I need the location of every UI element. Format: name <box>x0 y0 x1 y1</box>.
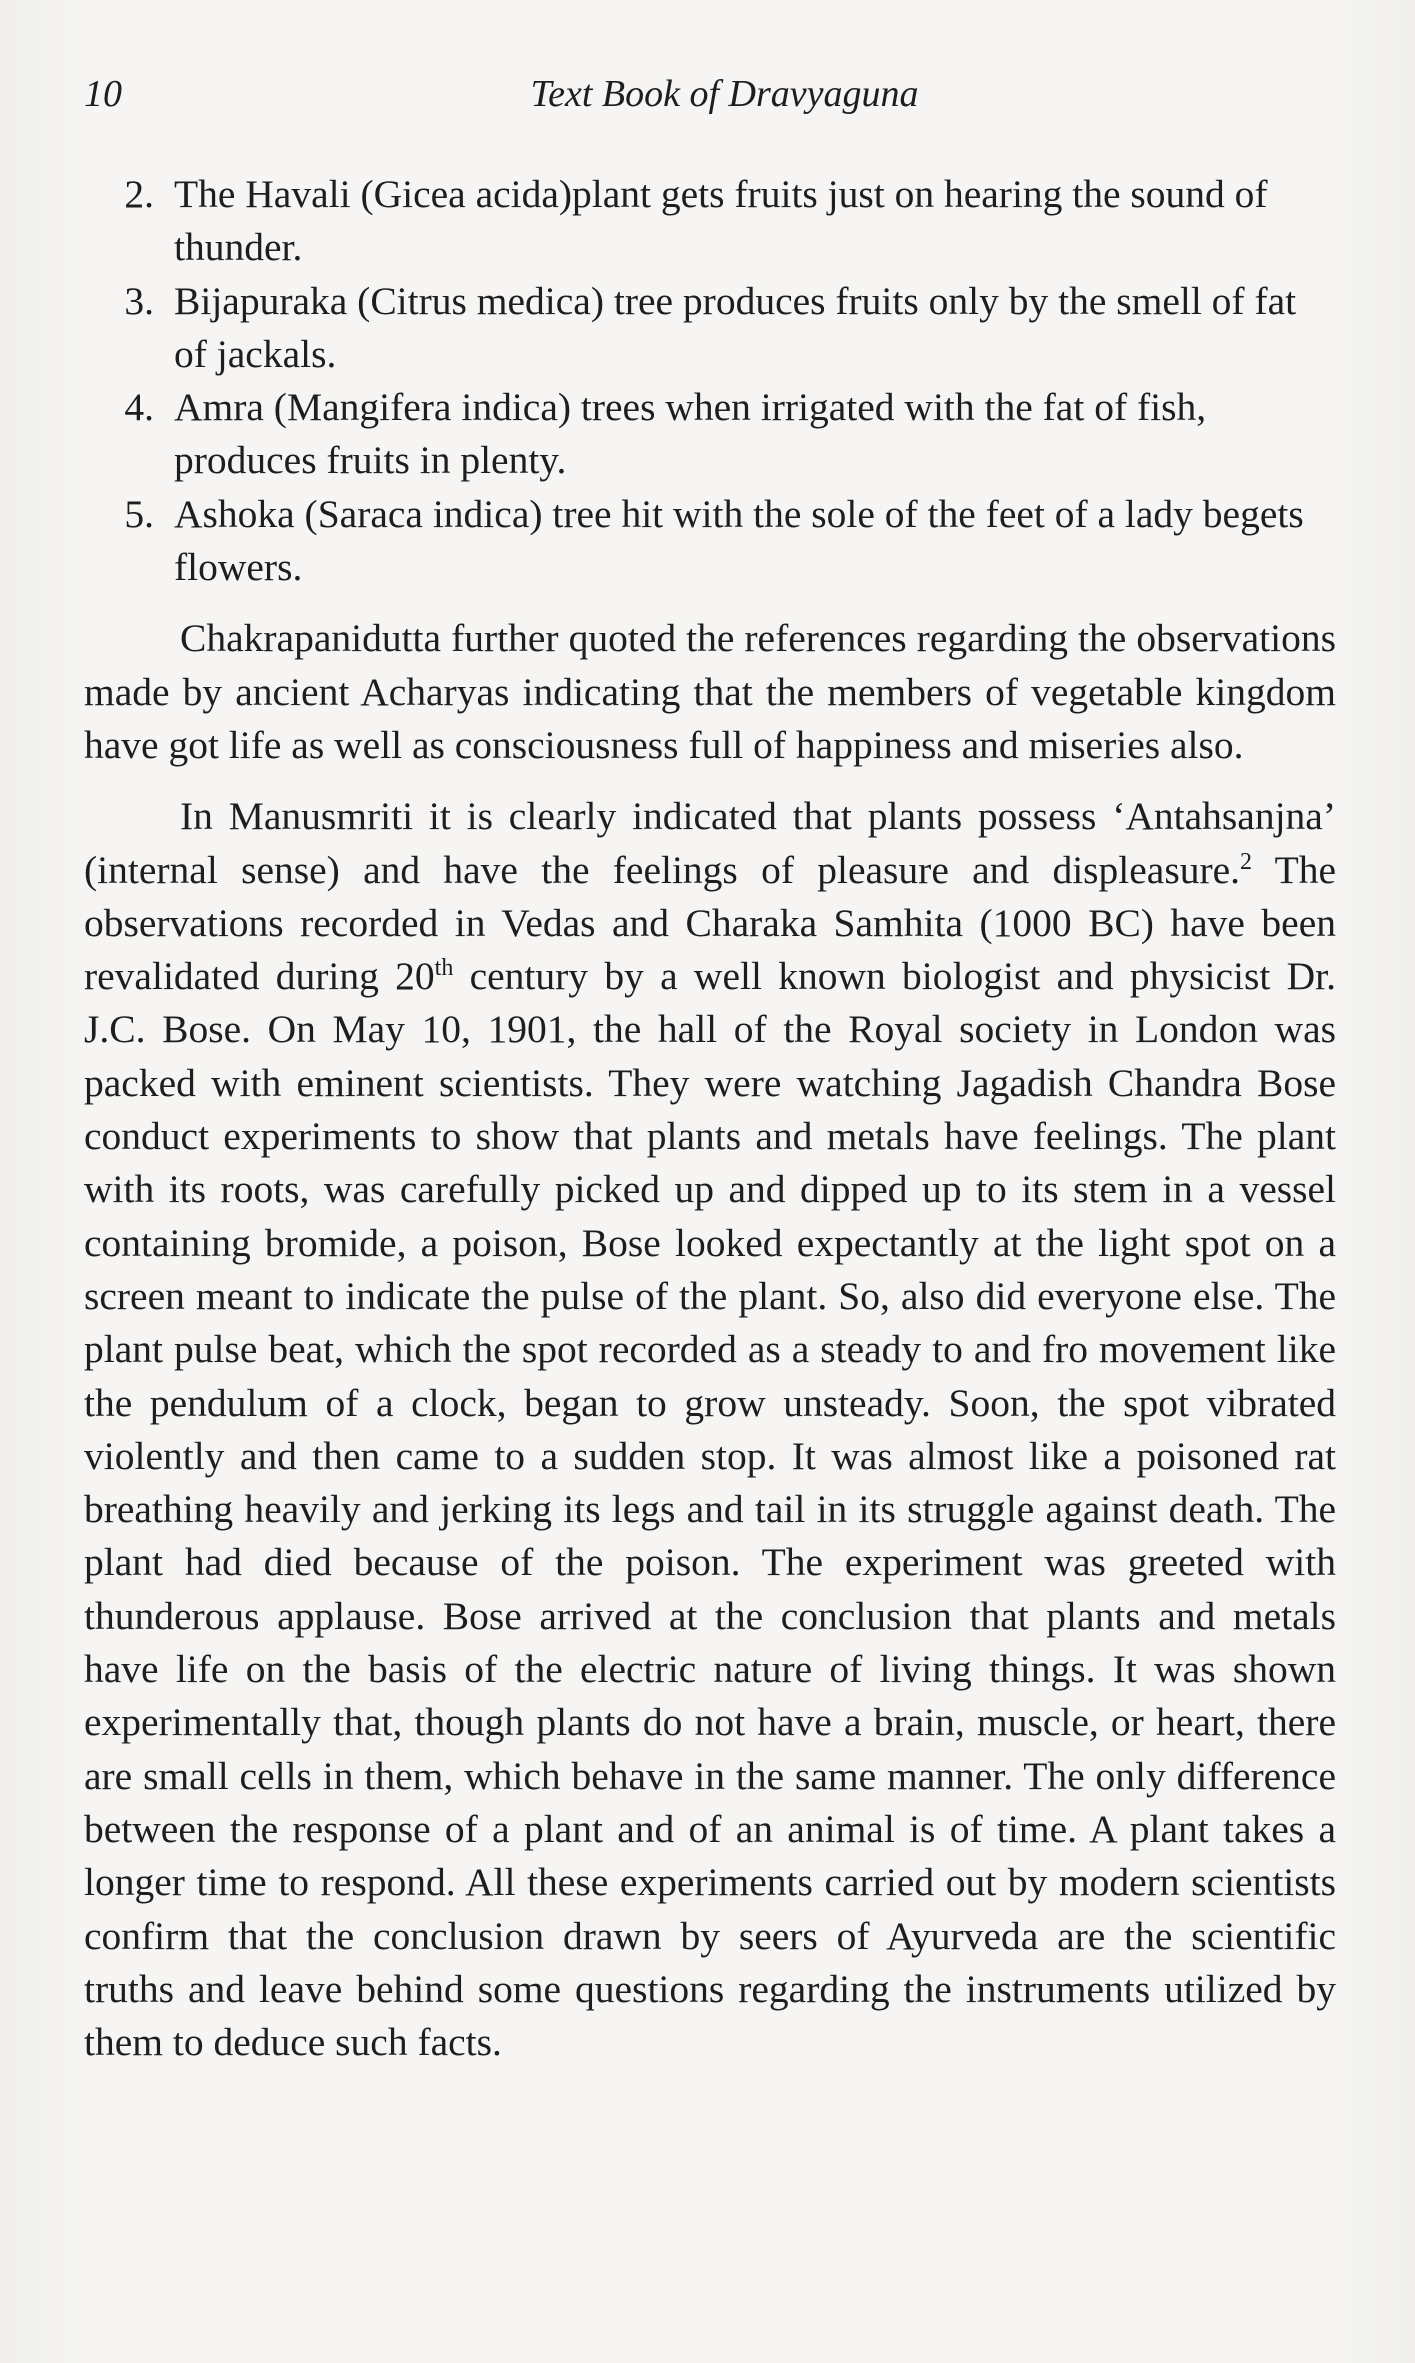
list-item-number: 5. <box>124 491 154 536</box>
list-item-number: 3. <box>124 278 154 323</box>
ordinal-superscript: th <box>434 955 454 981</box>
list-item-text: Amra (Mangifera indica) trees when irrigated with the fat of fish, produces fruits in plenty. <box>174 385 1207 483</box>
page-number: 10 <box>84 73 122 115</box>
paragraph-chakrapanidutta: Chakrapanidutta further quoted the references regarding the observations made by ancient Acharyas indicating that the members of vegetable kingdom have got life as well as consciousness full of happiness and miseries also. <box>84 616 1336 767</box>
footnote-reference: 2 <box>1240 848 1253 875</box>
list-item <box>84 275 1336 382</box>
paragraph-manusmriti <box>84 790 1336 2069</box>
list-item <box>84 488 1336 595</box>
numbered-list <box>84 168 1336 594</box>
running-title: Text Book of Dravyaguna <box>530 73 919 115</box>
page-content <box>84 168 1336 2087</box>
paragraph-text: In Manusmriti it is clearly indicated that plants possess ‘Antahsanjna’ (internal sense) and have the feelings of pleasure and displeasure. <box>84 794 1336 892</box>
list-item-text: Ashoka (Saraca indica) tree hit with the sole of the feet of a lady begets flowers. <box>174 491 1304 590</box>
list-item <box>84 381 1336 488</box>
list-item-number: 4. <box>124 385 154 430</box>
page-header <box>84 72 1345 124</box>
paragraph-text: century by a well known biologist and physicist Dr. J.C. Bose. On May 10, 1901, the hall of the Royal society in London was packed with eminent scientists. They were watching Jagadish Chandra Bose conduct experiments to show that plants and metals have feelings. The plant with its roots, was carefully picked up and dipped up to its stem in a vessel containing bromide, a poison, Bose looked expectantly at the light spot on a screen meant to indicate the pulse of the plant. So, also did everyone else. The plant pulse beat, which the spot recorded as a steady to and fro movement like the pendulum of a clock, began to grow unsteady. Soon, the spot vibrated violently and then came to a sudden stop. It was almost like a poisoned rat breathing heavily and jerking its legs and tail in its struggle against death. The plant had died because of the poison. The experiment was greeted with thunderous applause. Bose arrived at the conclusion that plants and metals have life on the basis of the electric nature of living things. It was shown experimentally that, though plants do not have a brain, muscle, or heart, there are small cells in them, which behave in the same manner. The only difference between the response of a plant and of an animal is of time. A plant takes a longer time to respond. All these experiments carried out by modern scientists confirm that the conclusion drawn by seers of Ayurveda are the scientific truths and leave behind some questions regarding the instruments utilized by them to deduce such facts. <box>84 954 1336 2065</box>
list-item-text: Bijapuraka (Citrus medica) tree produces fruits only by the smell of fat of jackals. <box>174 278 1297 376</box>
paragraph-text: The observations recorded in Vedas and Charaka Samhita (1000 BC) have been revalidated during 20 <box>84 847 1336 999</box>
list-item-number: 2. <box>124 172 154 216</box>
list-item-text: The Havali (Gicea acida)plant gets fruits just on hearing the sound of thunder. <box>174 172 1268 270</box>
list-item <box>84 168 1336 275</box>
